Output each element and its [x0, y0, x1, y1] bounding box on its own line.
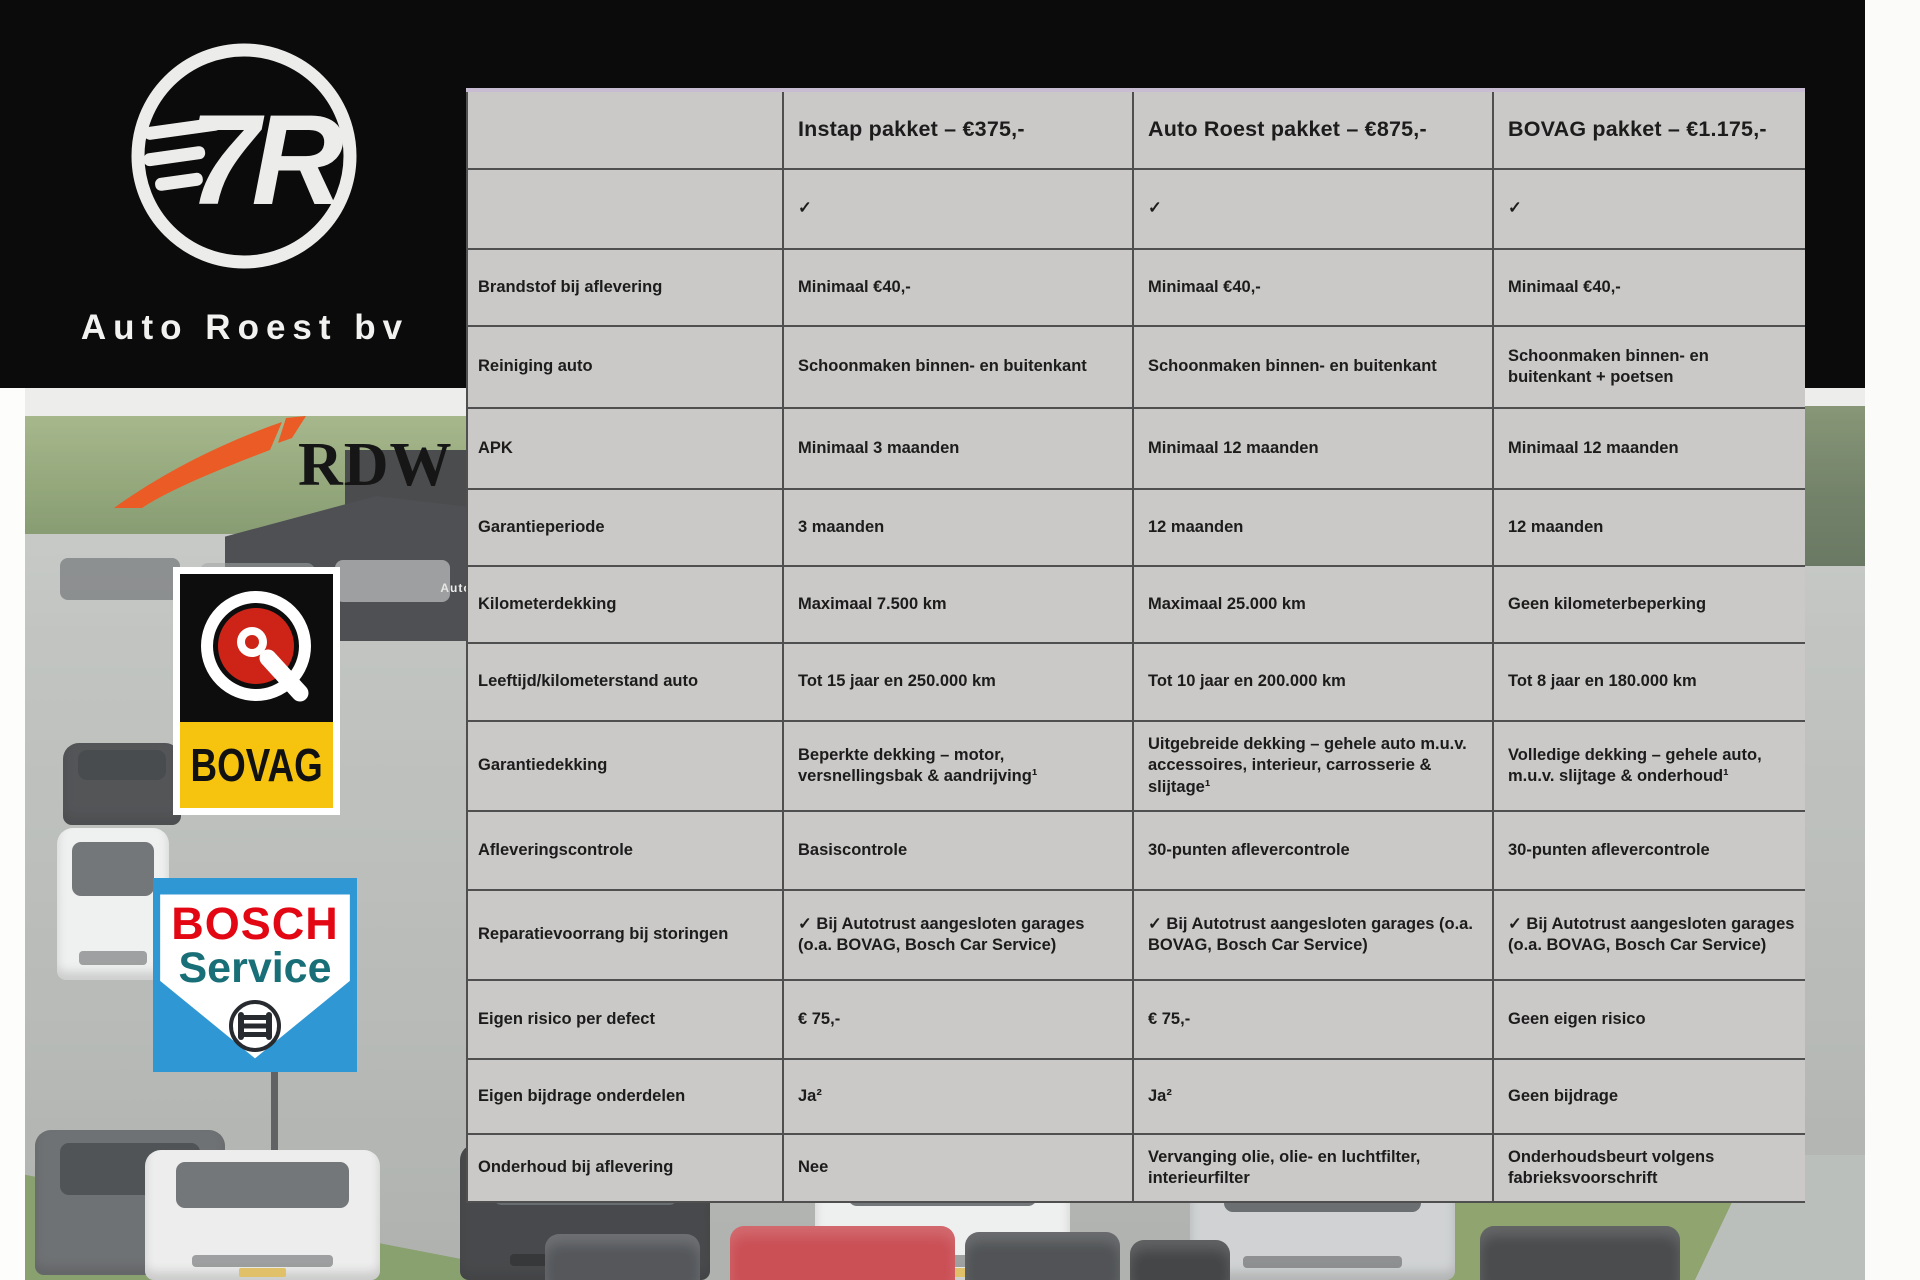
building-sign: Auto: [440, 581, 472, 595]
table-cell: Maximaal 7.500 km: [784, 567, 1132, 642]
table-cell: Minimaal 12 maanden: [1494, 409, 1805, 488]
row-label: APK: [468, 409, 782, 488]
table-cell: Ja²: [1134, 1060, 1492, 1133]
corner-cell: [468, 92, 782, 168]
table-cell: € 75,-: [784, 981, 1132, 1058]
rdw-logo: [110, 416, 453, 516]
bosch-service-wordmark: Service: [178, 944, 332, 992]
row-label: Kilometerdekking: [468, 567, 782, 642]
comparison-table: [466, 88, 1805, 1203]
column-header: Auto Roest pakket – €875,-: [1134, 92, 1492, 168]
row-label: Garantieperiode: [468, 490, 782, 565]
table-cell: Beperkte dekking – motor, versnellingsbak & aandrijving¹: [784, 722, 1132, 810]
row-label: [468, 170, 782, 248]
table-cell: 12 maanden: [1134, 490, 1492, 565]
table-cell: Uitgebreide dekking – gehele auto m.u.v. accessoires, interieur, carrosserie & slijtage¹: [1134, 722, 1492, 810]
column-header: Instap pakket – €375,-: [784, 92, 1132, 168]
table-cell: Nee: [784, 1135, 1132, 1201]
row-label: Onderhoud bij aflevering: [468, 1135, 782, 1201]
table-cell: Minimaal €40,-: [1134, 250, 1492, 325]
bovag-wordmark-band: [180, 722, 333, 808]
company-name: Auto Roest bv: [80, 308, 410, 347]
table-cell: Minimaal 12 maanden: [1134, 409, 1492, 488]
table-cell: ✓: [1494, 170, 1805, 248]
row-label: Eigen bijdrage onderdelen: [468, 1060, 782, 1133]
table-cell: Ja²: [784, 1060, 1132, 1133]
column-header: BOVAG pakket – €1.175,-: [1494, 92, 1805, 168]
bosch-service-logo: [153, 878, 357, 1072]
table-cell: ✓: [784, 170, 1132, 248]
table-cell: Onderhoudsbeurt volgens fabrieksvoorschrift: [1494, 1135, 1805, 1201]
table-cell: Schoonmaken binnen- en buitenkant: [784, 327, 1132, 407]
table-cell: ✓ Bij Autotrust aangesloten garages (o.a. BOVAG, Bosch Car Service): [784, 891, 1132, 979]
right-margin-strip: [1865, 0, 1920, 1280]
table-cell: Geen bijdrage: [1494, 1060, 1805, 1133]
rdw-wing-icon: [110, 416, 310, 516]
row-label: Brandstof bij aflevering: [468, 250, 782, 325]
table-cell: € 75,-: [1134, 981, 1492, 1058]
auto-roest-logo-icon: [104, 16, 384, 296]
svg-text:7R: 7R: [188, 89, 336, 232]
bosch-armature-icon: [225, 996, 285, 1056]
table-cell: Basiscontrole: [784, 812, 1132, 889]
table-cell: 12 maanden: [1494, 490, 1805, 565]
table-cell: Schoonmaken binnen- en buitenkant + poetsen: [1494, 327, 1805, 407]
row-label: Afleveringscontrole: [468, 812, 782, 889]
bovag-q-icon: [180, 574, 333, 722]
table-cell: ✓ Bij Autotrust aangesloten garages (o.a. BOVAG, Bosch Car Service): [1494, 891, 1805, 979]
table-cell: Minimaal 3 maanden: [784, 409, 1132, 488]
table-cell: 3 maanden: [784, 490, 1132, 565]
table-cell: ✓: [1134, 170, 1492, 248]
table-cell: Tot 15 jaar en 250.000 km: [784, 644, 1132, 720]
table-cell: Schoonmaken binnen- en buitenkant: [1134, 327, 1492, 407]
row-label: Reiniging auto: [468, 327, 782, 407]
table-cell: Vervanging olie, olie- en luchtfilter, interieurfilter: [1134, 1135, 1492, 1201]
table-cell: Geen eigen risico: [1494, 981, 1805, 1058]
table-cell: Volledige dekking – gehele auto, m.u.v. slijtage & onderhoud¹: [1494, 722, 1805, 810]
table-cell: ✓ Bij Autotrust aangesloten garages (o.a. BOVAG, Bosch Car Service): [1134, 891, 1492, 979]
row-label: Garantiedekking: [468, 722, 782, 810]
table-cell: Minimaal €40,-: [784, 250, 1132, 325]
bovag-logo: [173, 567, 340, 815]
bovag-wordmark: BOVAG: [190, 739, 323, 791]
table-cell: Tot 8 jaar en 180.000 km: [1494, 644, 1805, 720]
table-cell: Geen kilometerbeperking: [1494, 567, 1805, 642]
table-cell: Maximaal 25.000 km: [1134, 567, 1492, 642]
table-cell: Tot 10 jaar en 200.000 km: [1134, 644, 1492, 720]
table-cell: 30-punten aflevercontrole: [1494, 812, 1805, 889]
table-cell: 30-punten aflevercontrole: [1134, 812, 1492, 889]
row-label: Leeftijd/kilometerstand auto: [468, 644, 782, 720]
row-label: Reparatievoorrang bij storingen: [468, 891, 782, 979]
rdw-wordmark: RDW: [298, 431, 453, 499]
table-cell: Minimaal €40,-: [1494, 250, 1805, 325]
row-label: Eigen risico per defect: [468, 981, 782, 1058]
bosch-wordmark: BOSCH: [171, 898, 339, 949]
